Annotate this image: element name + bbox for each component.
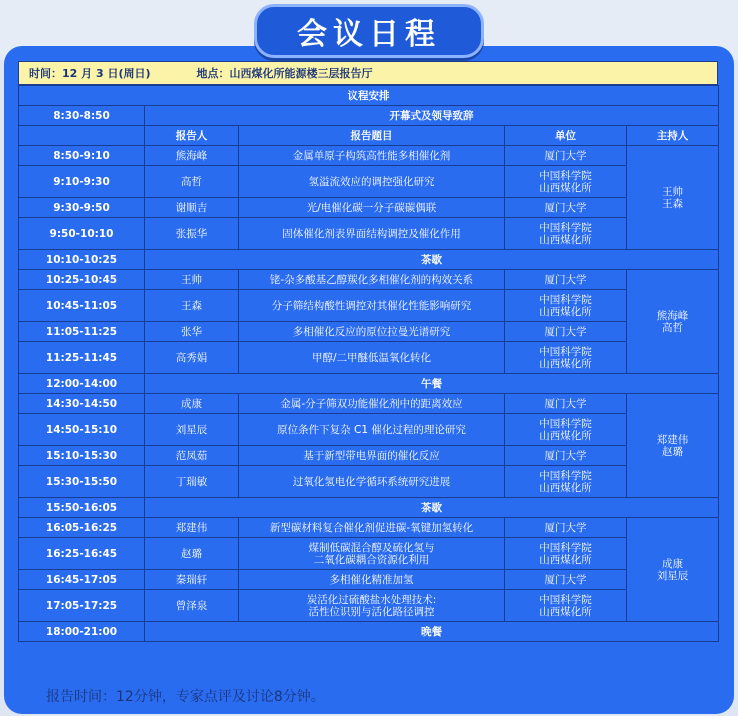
event-place: 地点：山西煤化所能源楼三层报告厅	[196, 67, 373, 80]
talk-topic	[239, 466, 505, 498]
talk-topic-line: 过氧化氢电化学循环系统研究进展	[292, 475, 451, 488]
talk-topic	[239, 218, 505, 250]
break-label: 午餐	[145, 374, 719, 394]
talk-unit	[505, 342, 627, 374]
session-host-line: 王帅	[662, 185, 684, 198]
section-row	[19, 86, 719, 106]
talk-topic-line: 光/电催化碳一分子碳碳偶联	[306, 201, 437, 214]
talk-time: 9:50-10:10	[19, 218, 145, 250]
talk-speaker: 范凤茹	[145, 446, 239, 466]
talk-time: 14:50-15:10	[19, 414, 145, 446]
header-row	[19, 126, 719, 146]
talk-unit-line: 中国科学院	[539, 417, 592, 430]
talk-row	[19, 466, 719, 498]
page-title: 会议日程	[297, 17, 441, 52]
talk-topic	[239, 394, 505, 414]
talk-speaker: 王帅	[145, 270, 239, 290]
info-bar	[18, 61, 718, 85]
session-host-line: 郑建伟	[656, 433, 689, 446]
talk-topic-line: 多相催化精准加氢	[329, 573, 414, 586]
break-time: 10:10-10:25	[19, 250, 145, 270]
talk-time: 17:05-17:25	[19, 590, 145, 622]
talk-time: 16:25-16:45	[19, 538, 145, 570]
break-time: 18:00-21:00	[19, 622, 145, 642]
session-host-line: 熊海峰	[656, 309, 689, 322]
talk-unit-line: 中国科学院	[539, 293, 592, 306]
talk-unit-line: 山西煤化所	[539, 429, 592, 442]
event-time: 时间：12 月 3 日(周日)	[29, 67, 151, 80]
talk-unit	[505, 322, 627, 342]
talk-time: 14:30-14:50	[19, 394, 145, 414]
talk-unit	[505, 518, 627, 538]
talk-unit-line: 山西煤化所	[539, 553, 592, 566]
talk-topic-line: 基于新型带电界面的催化反应	[303, 449, 440, 462]
talk-speaker: 张振华	[145, 218, 239, 250]
talk-speaker: 秦瑞轩	[145, 570, 239, 590]
talk-topic	[239, 342, 505, 374]
session-host-line: 成康	[662, 557, 684, 570]
talk-speaker: 高秀娟	[145, 342, 239, 374]
talk-row	[19, 270, 719, 290]
talk-row	[19, 198, 719, 218]
talk-time: 10:45-11:05	[19, 290, 145, 322]
opening-row	[19, 106, 719, 126]
talk-unit-line: 中国科学院	[539, 593, 592, 606]
talk-time: 8:50-9:10	[19, 146, 145, 166]
talk-unit-line: 中国科学院	[539, 221, 592, 234]
talk-time: 11:25-11:45	[19, 342, 145, 374]
talk-unit-line: 中国科学院	[539, 345, 592, 358]
talk-unit-line: 山西煤化所	[539, 305, 592, 318]
header-unit: 单位	[505, 126, 627, 146]
talk-topic	[239, 518, 505, 538]
talk-unit	[505, 570, 627, 590]
opening-label: 开幕式及领导致辞	[145, 106, 719, 126]
header-time-blank	[19, 126, 145, 146]
talk-row	[19, 570, 719, 590]
talk-unit	[505, 538, 627, 570]
header-topic: 报告题目	[239, 126, 505, 146]
talk-time: 10:25-10:45	[19, 270, 145, 290]
talk-unit-line: 厦门大学	[544, 573, 587, 586]
talk-time: 11:05-11:25	[19, 322, 145, 342]
talk-unit-line: 厦门大学	[544, 201, 587, 214]
session-host-line: 高哲	[662, 321, 684, 334]
talk-topic-line: 氢溢流效应的调控强化研究	[308, 175, 435, 188]
talk-topic	[239, 538, 505, 570]
break-row	[19, 498, 719, 518]
talk-topic	[239, 570, 505, 590]
talk-topic	[239, 198, 505, 218]
break-row	[19, 250, 719, 270]
break-label: 茶歇	[145, 250, 719, 270]
talk-time: 9:10-9:30	[19, 166, 145, 198]
talk-unit	[505, 218, 627, 250]
break-label: 晚餐	[145, 622, 719, 642]
talk-topic-line: 活性位识别与活化路径调控	[308, 605, 435, 618]
talk-unit-line: 山西煤化所	[539, 181, 592, 194]
talk-row	[19, 166, 719, 198]
talk-unit-line: 山西煤化所	[539, 357, 592, 370]
talk-unit-line: 山西煤化所	[539, 233, 592, 246]
talk-time: 15:10-15:30	[19, 446, 145, 466]
talk-speaker: 郑建伟	[145, 518, 239, 538]
talk-speaker: 曾泽泉	[145, 590, 239, 622]
talk-time: 15:30-15:50	[19, 466, 145, 498]
talk-unit	[505, 270, 627, 290]
talk-topic-line: 二氧化碳耦合资源化利用	[313, 553, 430, 566]
talk-topic-line: 多相催化反应的原位拉曼光谱研究	[292, 325, 451, 338]
break-time: 12:00-14:00	[19, 374, 145, 394]
talk-topic-line: 煤制低碳混合醇及硫化氢与	[308, 541, 435, 554]
talk-topic-line: 固体催化剂表界面结构调控及催化作用	[282, 227, 461, 240]
talk-topic-line: 新型碳材料复合催化剂促进碳-氧键加氢转化	[269, 521, 474, 534]
talk-topic-line: 甲醇/二甲醚低温氧化转化	[311, 351, 432, 364]
talk-unit	[505, 590, 627, 622]
talk-time: 9:30-9:50	[19, 198, 145, 218]
break-time: 15:50-16:05	[19, 498, 145, 518]
talk-row	[19, 446, 719, 466]
talk-row	[19, 218, 719, 250]
talk-topic	[239, 166, 505, 198]
talk-topic-line: 分子筛结构酸性调控对其催化性能影响研究	[271, 299, 472, 312]
talk-topic	[239, 270, 505, 290]
talk-unit-line: 中国科学院	[539, 469, 592, 482]
talk-unit-line: 厦门大学	[544, 521, 587, 534]
talk-unit	[505, 198, 627, 218]
opening-time: 8:30-8:50	[19, 106, 145, 126]
break-label: 茶歇	[145, 498, 719, 518]
talk-speaker: 高哲	[145, 166, 239, 198]
talk-row	[19, 590, 719, 622]
talk-topic	[239, 322, 505, 342]
talk-topic-line: 铑-杂多酸基乙醇羰化多相催化剂的构效关系	[269, 273, 474, 286]
talk-row	[19, 518, 719, 538]
talk-topic-line: 炭活化过硫酸盐水处理技术:	[306, 593, 437, 606]
header-host: 主持人	[627, 126, 719, 146]
talk-unit-line: 厦门大学	[544, 449, 587, 462]
talk-unit	[505, 146, 627, 166]
talk-topic	[239, 290, 505, 322]
session-host	[627, 270, 719, 374]
section-title: 议程安排	[19, 86, 719, 106]
talk-unit	[505, 414, 627, 446]
talk-row	[19, 414, 719, 446]
talk-topic-line: 原位条件下复杂 C1 催化过程的理论研究	[277, 423, 466, 436]
footer-note: 报告时间：12分钟，专家点评及讨论8分钟。	[46, 689, 325, 705]
talk-row	[19, 342, 719, 374]
talk-time: 16:05-16:25	[19, 518, 145, 538]
talk-time: 16:45-17:05	[19, 570, 145, 590]
schedule-body	[19, 86, 719, 642]
session-host-line: 刘星辰	[656, 569, 689, 582]
talk-unit	[505, 166, 627, 198]
talk-unit-line: 山西煤化所	[539, 481, 592, 494]
talk-unit-line: 厦门大学	[544, 273, 587, 286]
talk-unit-line: 中国科学院	[539, 541, 592, 554]
schedule-table	[18, 85, 719, 642]
talk-speaker: 赵璐	[145, 538, 239, 570]
talk-topic-line: 金属单原子构筑高性能多相催化剂	[292, 149, 451, 162]
break-row	[19, 374, 719, 394]
talk-unit	[505, 446, 627, 466]
session-host	[627, 394, 719, 498]
talk-row	[19, 290, 719, 322]
talk-topic	[239, 590, 505, 622]
talk-topic	[239, 414, 505, 446]
talk-row	[19, 538, 719, 570]
talk-row	[19, 394, 719, 414]
talk-topic	[239, 446, 505, 466]
talk-unit-line: 厦门大学	[544, 325, 587, 338]
talk-topic-line: 金属-分子筛双功能催化剂中的距离效应	[280, 397, 463, 410]
session-host-line: 赵璐	[662, 445, 684, 458]
talk-unit-line: 厦门大学	[544, 149, 587, 162]
session-host	[627, 518, 719, 622]
talk-speaker: 丁瑞敏	[145, 466, 239, 498]
talk-speaker: 谢顺吉	[145, 198, 239, 218]
talk-unit	[505, 466, 627, 498]
talk-unit-line: 厦门大学	[544, 397, 587, 410]
session-host	[627, 146, 719, 250]
talk-speaker: 刘星辰	[145, 414, 239, 446]
page-title-badge	[254, 4, 484, 58]
talk-speaker: 熊海峰	[145, 146, 239, 166]
talk-unit-line: 山西煤化所	[539, 605, 592, 618]
talk-speaker: 张华	[145, 322, 239, 342]
talk-unit-line: 中国科学院	[539, 169, 592, 182]
talk-row	[19, 322, 719, 342]
talk-row	[19, 146, 719, 166]
break-row	[19, 622, 719, 642]
header-speaker: 报告人	[145, 126, 239, 146]
session-host-line: 王森	[662, 197, 684, 210]
talk-speaker: 成康	[145, 394, 239, 414]
talk-topic	[239, 146, 505, 166]
talk-unit	[505, 394, 627, 414]
talk-speaker: 王森	[145, 290, 239, 322]
talk-unit	[505, 290, 627, 322]
